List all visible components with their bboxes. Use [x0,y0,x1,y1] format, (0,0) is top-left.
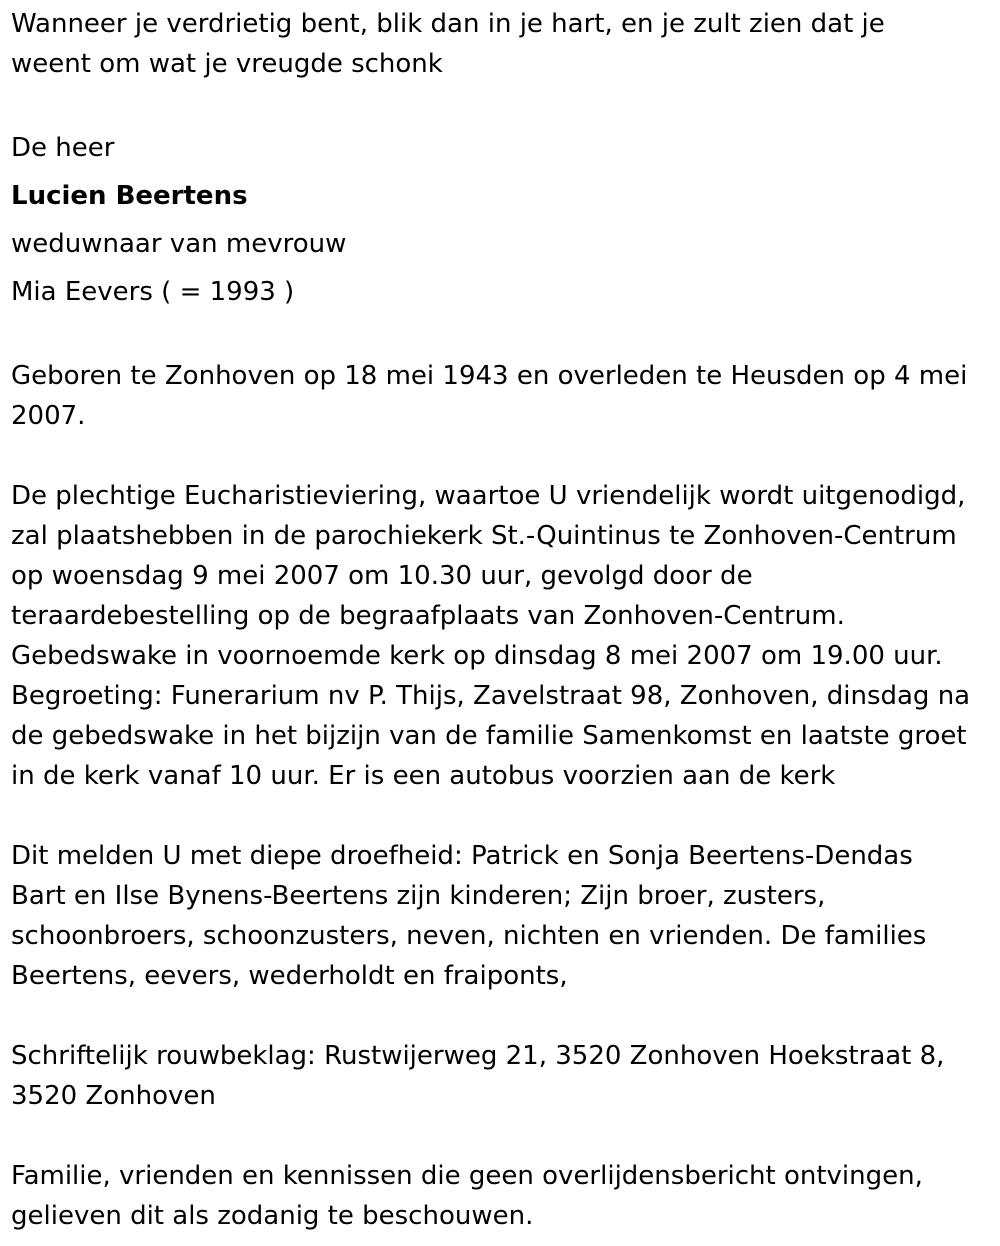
deceased-title: De heer [11,133,115,163]
ceremony-line: Gebedswake in voornoemde kerk op dinsdag 8 mei 2007 om 19.00 uur. [11,641,943,671]
deceased-name: Lucien Beertens [11,181,248,211]
ceremony-line: Begroeting: Funerarium nv P. Thijs, Zavelstraat 98, Zonhoven, dinsdag na [11,681,971,711]
quote-line: Wanneer je verdrietig bent, blik dan in je hart, en je zult zien dat je [11,9,885,39]
spacer [11,84,991,124]
quote-line: weent om wat je vreugde schonk [11,49,443,79]
birth-death-line: 2007. [11,401,86,431]
ceremony-line: teraardebestelling op de begraafplaats van Zonhoven-Centrum. [11,601,845,631]
ceremony-line: zal plaatshebben in de parochiekerk St.-Quintinus te Zonhoven-Centrum [11,521,957,551]
spacer [11,996,991,1036]
ceremony-line: op woensdag 9 mei 2007 om 10.30 uur, gevolgd door de [11,561,753,591]
spacer [11,1116,991,1156]
opening-quote [11,4,991,84]
spouse-name: Mia Eevers ( = 1993 ) [11,277,295,307]
ceremony-line: de gebedswake in het bijzijn van de familie Samenkomst en laatste groet [11,721,967,751]
ceremony-paragraph [11,476,991,796]
deceased-relation: weduwnaar van mevrouw [11,229,347,259]
condolences-paragraph [11,1036,991,1116]
ceremony-line: in de kerk vanaf 10 uur. Er is een autobus voorzien aan de kerk [11,761,836,791]
closing-paragraph [11,1156,991,1236]
birth-death-paragraph [11,356,991,436]
closing-line: Familie, vrienden en kennissen die geen overlijdensbericht ontvingen, [11,1161,923,1191]
obituary-document [11,4,991,1236]
announcement-line: schoonbroers, schoonzusters, neven, nichten en vrienden. De families [11,921,927,951]
announcement-line: Beertens, eevers, wederholdt en fraiponts, [11,961,568,991]
spacer [11,436,991,476]
spacer [11,316,991,356]
announcement-line: Bart en Ilse Bynens-Beertens zijn kinderen; Zijn broer, zusters, [11,881,826,911]
deceased-block [11,124,991,316]
announcement-paragraph [11,836,991,996]
condolences-line: 3520 Zonhoven [11,1081,216,1111]
announcement-line: Dit melden U met diepe droefheid: Patrick en Sonja Beertens-Dendas [11,841,913,871]
condolences-line: Schriftelijk rouwbeklag: Rustwijerweg 21, 3520 Zonhoven Hoekstraat 8, [11,1041,945,1071]
ceremony-line: De plechtige Eucharistieviering, waartoe U vriendelijk wordt uitgenodigd, [11,481,966,511]
closing-line: gelieven dit als zodanig te beschouwen. [11,1201,534,1231]
spacer [11,796,991,836]
birth-death-line: Geboren te Zonhoven op 18 mei 1943 en overleden te Heusden op 4 mei [11,361,968,391]
